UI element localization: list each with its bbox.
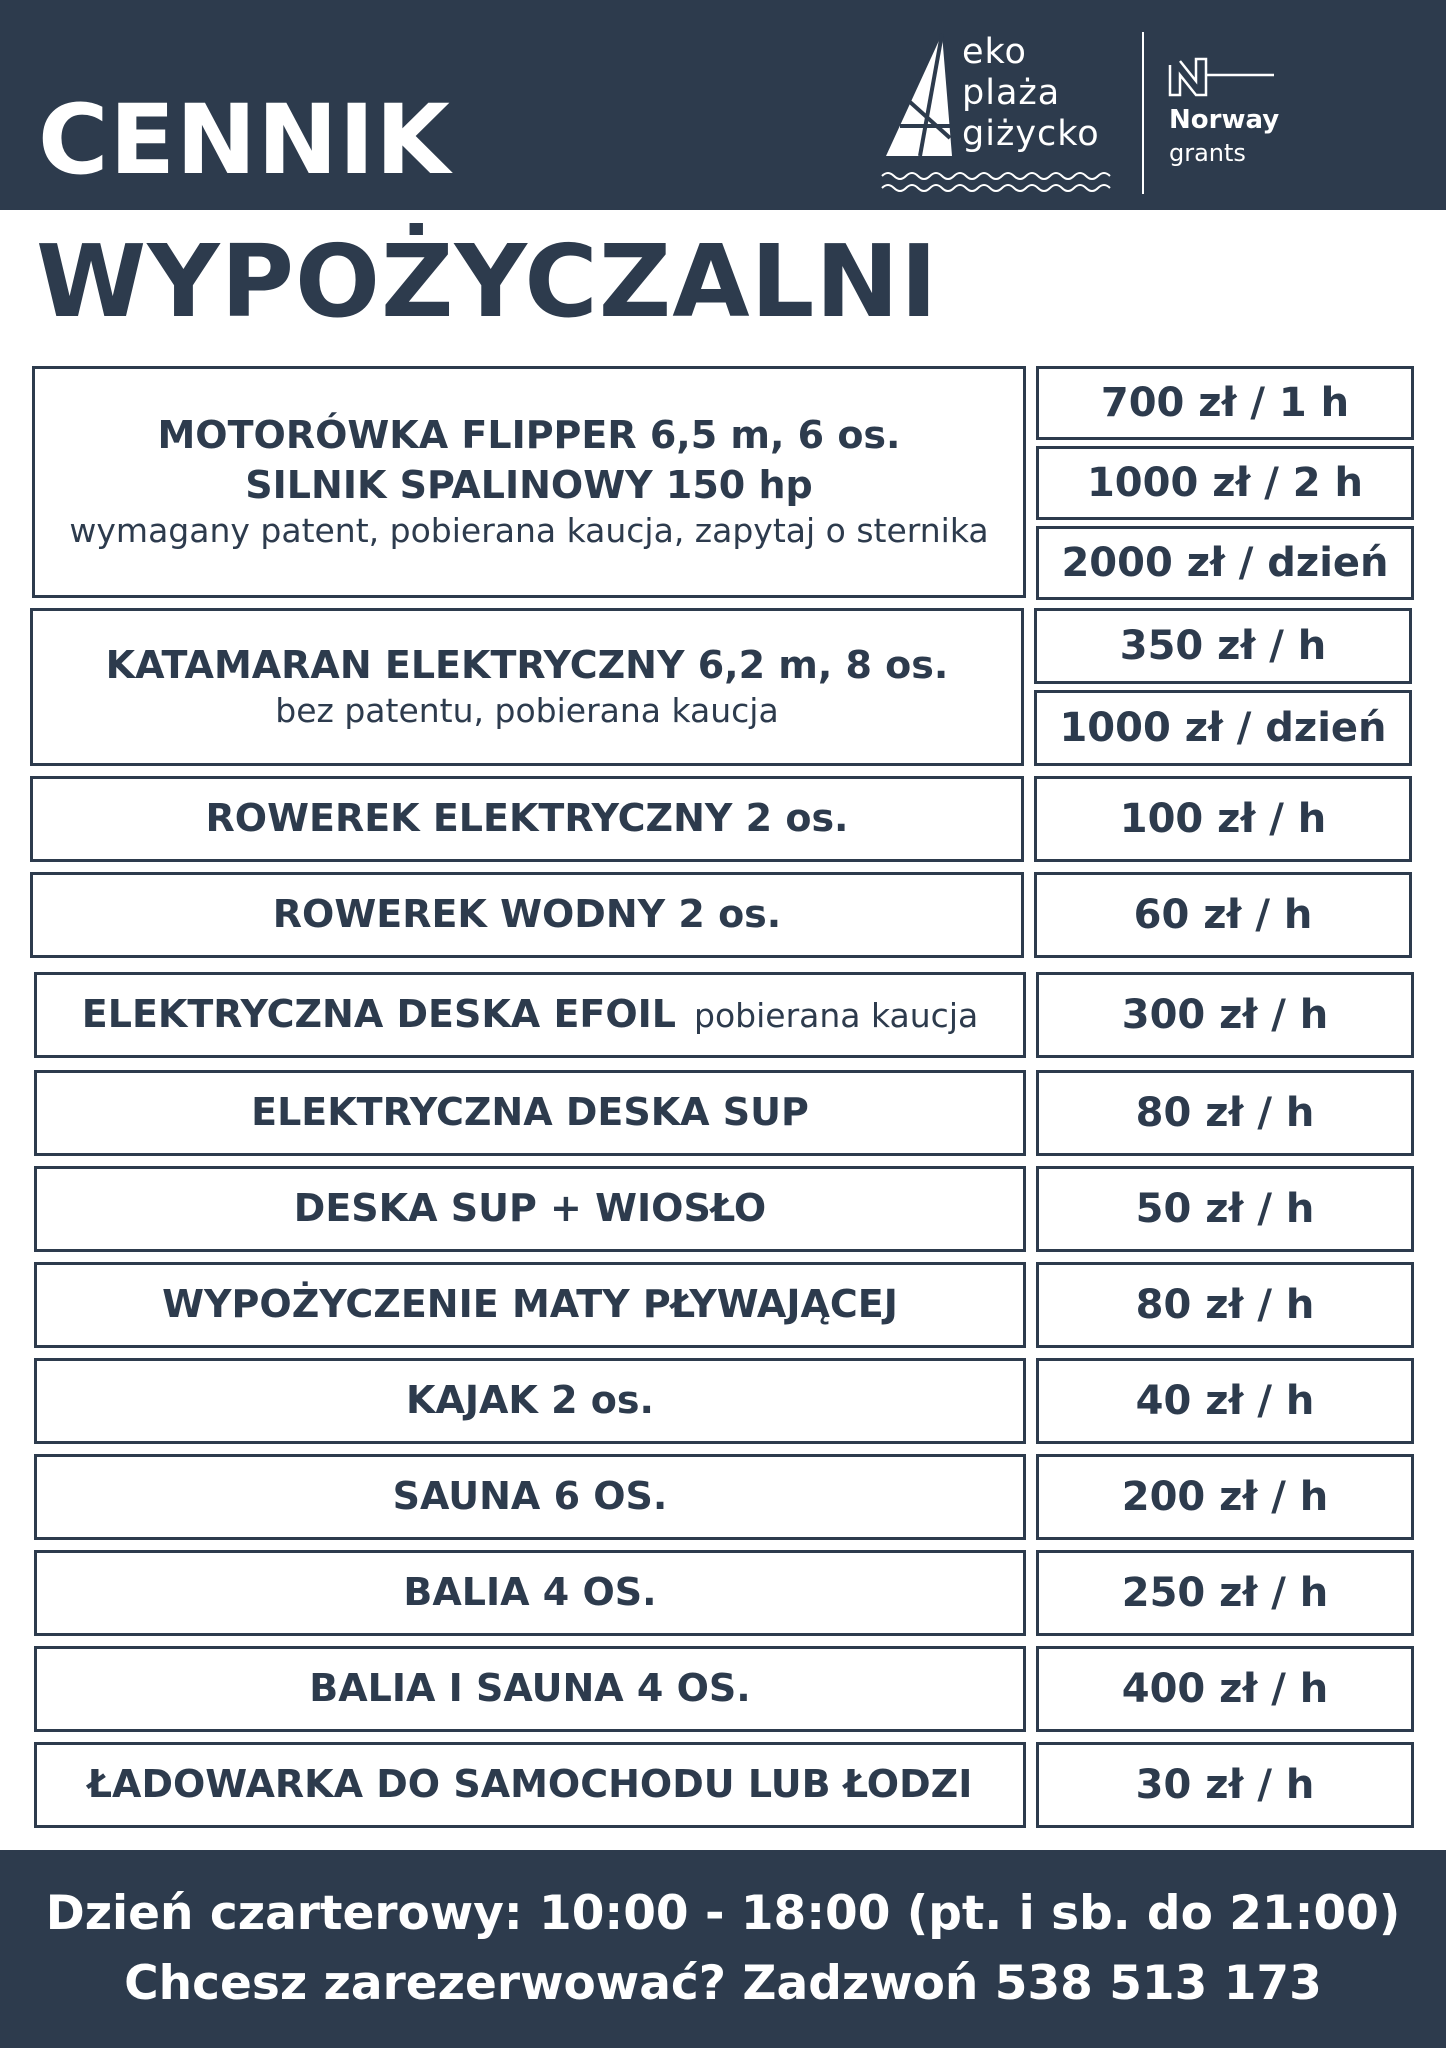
- logo-word-plaza: plaża: [962, 73, 1061, 113]
- price-value: 40 zł / h: [1135, 1378, 1315, 1424]
- item-name-line2: SILNIK SPALINOWY 150 hp: [245, 462, 813, 507]
- waves-icon: [880, 168, 1120, 208]
- item-box: [34, 1070, 1026, 1156]
- price-value: 1000 zł / 2 h: [1086, 460, 1364, 506]
- price-box: [1034, 690, 1412, 766]
- item-name: KAJAK 2 os.: [406, 1378, 654, 1423]
- page-subtitle: WYPOŻYCZALNI: [36, 223, 939, 340]
- item-name: DESKA SUP + WIOSŁO: [293, 1186, 767, 1231]
- item-name: ROWEREK ELEKTRYCZNY 2 os.: [205, 796, 849, 841]
- price-box: [1036, 446, 1414, 520]
- item-box: [34, 1358, 1026, 1444]
- price-box: [1036, 1454, 1414, 1540]
- logo-word-eko: eko: [962, 32, 1027, 72]
- item-name: BALIA 4 OS.: [403, 1570, 657, 1615]
- item-name: ELEKTRYCZNA DESKA SUP: [251, 1090, 809, 1135]
- item-note: wymagany patent, pobierana kaucja, zapytaj o sternika: [69, 510, 989, 550]
- page-title: CENNIK: [38, 84, 451, 196]
- item-note: bez patentu, pobierana kaucja: [275, 691, 779, 731]
- item-box: [34, 1550, 1026, 1636]
- price-box: [1036, 526, 1414, 600]
- reservation-phone: Chcesz zarezerwować? Zadzwoń 538 513 173: [124, 1956, 1322, 2011]
- price-value: 60 zł / h: [1133, 892, 1313, 938]
- price-box: [1036, 366, 1414, 440]
- price-value: 50 zł / h: [1135, 1186, 1315, 1232]
- item-box: [30, 776, 1024, 862]
- price-value: 700 zł / 1 h: [1100, 380, 1350, 426]
- price-box: [1034, 872, 1412, 958]
- item-box: [30, 608, 1024, 766]
- eko-plaza-logo: [880, 30, 1130, 200]
- item-box: [30, 872, 1024, 958]
- item-name: ŁADOWARKA DO SAMOCHODU LUB ŁODZI: [87, 1762, 973, 1807]
- price-box: [1036, 1742, 1414, 1828]
- price-value: 80 zł / h: [1135, 1282, 1315, 1328]
- logo-divider: [1142, 32, 1144, 194]
- price-box: [1036, 1550, 1414, 1636]
- price-value: 400 zł / h: [1121, 1666, 1329, 1712]
- price-value: 1000 zł / dzień: [1059, 705, 1387, 751]
- norway-grants-logo: [1166, 55, 1286, 175]
- item-name: SAUNA 6 OS.: [392, 1474, 668, 1519]
- price-box: [1036, 1262, 1414, 1348]
- item-box: [32, 366, 1026, 598]
- charter-hours: Dzień czarterowy: 10:00 - 18:00 (pt. i sb. do 21:00): [45, 1886, 1401, 1941]
- price-box: [1036, 1358, 1414, 1444]
- partner-name: Norway: [1169, 105, 1280, 135]
- item-box: [34, 1742, 1026, 1828]
- item-box: [34, 972, 1026, 1058]
- item-name: BALIA I SAUNA 4 OS.: [309, 1666, 751, 1711]
- price-value: 30 zł / h: [1135, 1762, 1315, 1808]
- price-value: 80 zł / h: [1135, 1090, 1315, 1136]
- item-note: pobierana kaucja: [694, 995, 979, 1035]
- item-name: ROWEREK WODNY 2 os.: [272, 892, 782, 937]
- price-value: 250 zł / h: [1121, 1570, 1329, 1616]
- item-box: [34, 1646, 1026, 1732]
- price-box: [1036, 1070, 1414, 1156]
- price-value: 300 zł / h: [1121, 992, 1329, 1038]
- price-value: 100 zł / h: [1119, 796, 1327, 842]
- norway-grants-icon: [1166, 55, 1276, 101]
- partner-subtitle: grants: [1169, 139, 1246, 167]
- price-value: 350 zł / h: [1119, 623, 1327, 669]
- logo-word-gizycko: giżycko: [962, 114, 1100, 154]
- item-name: WYPOŻYCZENIE MATY PŁYWAJĄCEJ: [162, 1282, 898, 1327]
- price-box: [1034, 608, 1412, 684]
- price-value: 2000 zł / dzień: [1061, 540, 1389, 586]
- price-box: [1036, 1646, 1414, 1732]
- item-box: [34, 1454, 1026, 1540]
- price-box: [1036, 1166, 1414, 1252]
- price-box: [1036, 972, 1414, 1058]
- item-name: MOTORÓWKA FLIPPER 6,5 m, 6 os.: [157, 413, 901, 458]
- item-box: [34, 1166, 1026, 1252]
- price-box: [1034, 776, 1412, 862]
- price-value: 200 zł / h: [1121, 1474, 1329, 1520]
- item-name: KATAMARAN ELEKTRYCZNY 6,2 m, 8 os.: [105, 642, 949, 687]
- footer-bar: [0, 1850, 1446, 2048]
- item-name: ELEKTRYCZNA DESKA EFOIL: [81, 992, 677, 1037]
- item-box: [34, 1262, 1026, 1348]
